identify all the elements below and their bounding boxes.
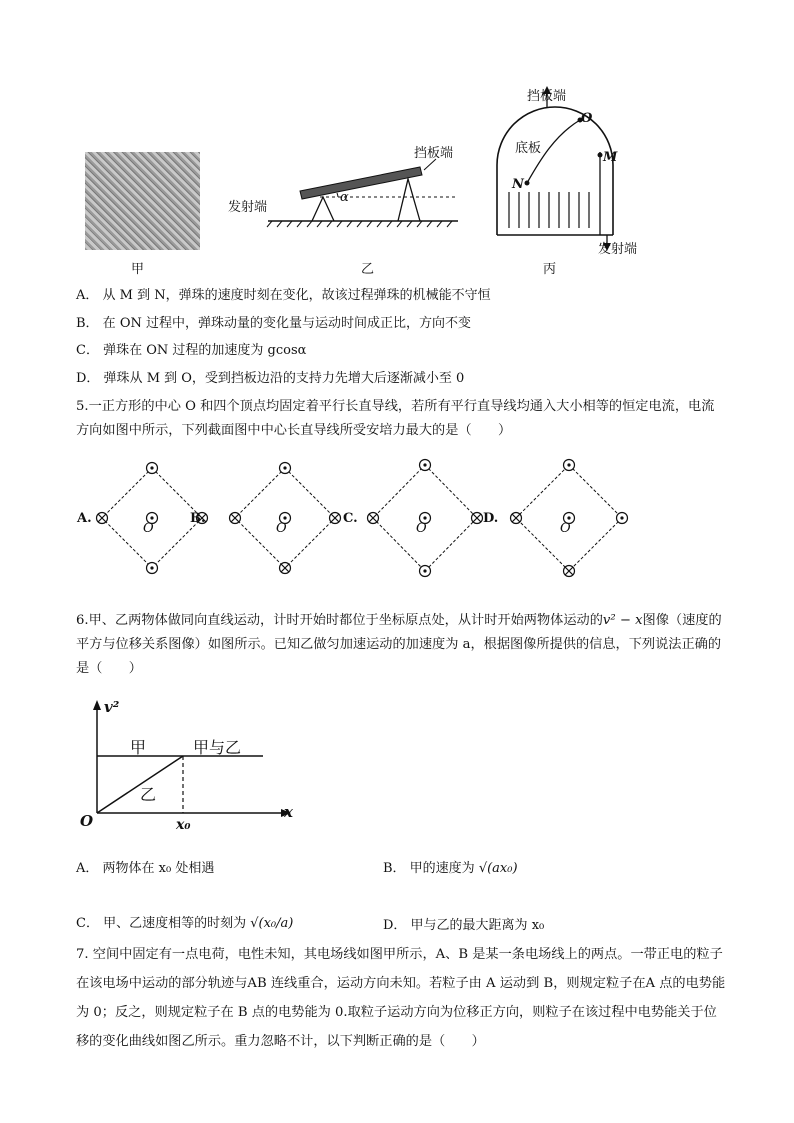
q6-option-c-formula: √(x₀/a) <box>250 916 294 931</box>
q6-stem-part1: 6.甲、乙两物体做同向直线运动，计时开始时都位于坐标原点处，从计时开始两物体运动的 <box>76 613 603 628</box>
bing-baffle-end: 挡板端 <box>527 89 567 104</box>
q5-label-a: A. <box>77 511 92 526</box>
yi-launch-end: 发射端 <box>228 200 268 215</box>
q5-center-b: O <box>276 521 287 536</box>
caption-yi: 乙 <box>361 262 375 277</box>
q6-option-c <box>76 912 293 931</box>
q4-option-c: C． 弹珠在 ON 过程的加速度为 gcosα <box>76 343 307 358</box>
q5-stem: 5.一正方形的中心 O 和四个顶点均固定着平行长直导线，若所有平行直导线均通入大小相等的恒定电流，电流方向如图中所示，下列截面图中中心长直导线所受安培力最大的是（ ） <box>76 399 715 438</box>
q6-option-b-text: B． 甲的速度为 <box>383 861 475 876</box>
q5-center-d: O <box>560 521 571 536</box>
photo-jia <box>85 152 200 250</box>
q6-label-jia: 甲 <box>130 738 147 757</box>
bing-N: N <box>512 177 524 192</box>
q7-stem: 7. 空间中固定有一点电荷，电性未知，其电场线如图甲所示，A、B 是某一条电场线上的两点。一带正电的粒子在该电场中运动的部分轨迹与AB 连线重合，运动方向未知。若粒子由 A 运动到 B，则规定粒子在A 点的电势能为 0；反之，则规定粒子在 B 点的电势能为 0.取粒子运动方向为位移正方向，则粒子在该过程中电势能关于位移的变化曲线如图乙所示。重力忽略不计，以下判断正确的是（ ） <box>76 947 726 1049</box>
q6-option-d: D． 甲与乙的最大距离为 x₀ <box>383 918 545 933</box>
q6-graph <box>75 698 305 833</box>
diagram-bing <box>485 80 645 255</box>
q4-option-b: B． 在 ON 过程中，弹珠动量的变化量与运动时间成正比，方向不变 <box>76 316 471 331</box>
q6-x-axis-label: x <box>284 803 293 821</box>
q6-stem-formula: v² − x <box>602 613 643 628</box>
q6-option-b-formula: √(ax₀) <box>478 861 518 876</box>
q5-center-a: O <box>143 521 154 536</box>
q4-option-d: D． 弹珠从 M 到 O，受到挡板边沿的支持力先增大后逐渐减小至 0 <box>76 371 465 386</box>
q6-label-jiayi: 甲与乙 <box>193 738 242 757</box>
caption-jia: 甲 <box>131 262 145 277</box>
q6-label-yi: 乙 <box>140 785 157 804</box>
q6-stem-part2: 图像（速度的平方与位移关系图像）如图所示。已知乙做匀加速运动的加速度为 a，根据图像所提供的信息，下列说法正确的是（ ） <box>76 613 722 676</box>
bing-bottom-plate: 底板 <box>515 141 542 156</box>
yi-angle: α <box>340 190 349 205</box>
q6-option-a: A． 两物体在 x₀ 处相遇 <box>76 861 215 876</box>
bing-launch-end: 发射端 <box>598 242 638 257</box>
q6-option-b <box>383 857 518 876</box>
q5-label-c: C. <box>343 511 358 526</box>
q6-stem <box>76 609 726 681</box>
q4-option-a: A． 从 M 到 N，弹珠的速度时刻在变化，故该过程弹珠的机械能不守恒 <box>76 288 491 303</box>
q6-y-axis-label: v² <box>104 698 120 716</box>
q5-label-b: B. <box>190 511 206 526</box>
q5-center-c: O <box>416 521 427 536</box>
yi-baffle-end: 挡板端 <box>414 146 454 161</box>
q6-x0-label: x₀ <box>176 817 191 833</box>
q6-origin-label: O <box>80 812 94 830</box>
caption-bing: 丙 <box>543 262 557 277</box>
bing-M: M <box>603 150 618 165</box>
q5-diagrams <box>72 455 652 585</box>
q6-option-c-text: C． 甲、乙速度相等的时刻为 <box>76 916 247 931</box>
q5-label-d: D. <box>483 511 499 526</box>
bing-O: O <box>581 111 593 126</box>
